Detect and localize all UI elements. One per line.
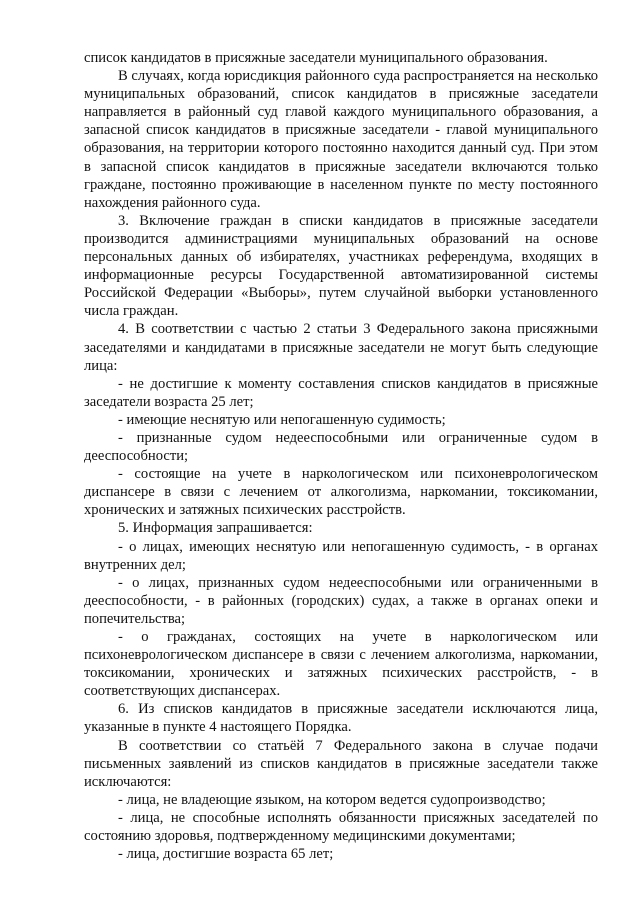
list-item-language: - лица, не владеющие языком, на котором ведется судопроизводство; [118,791,546,808]
list-item-health: - лица, не способные исполнять обязанности присяжных заседателей по состоянию здоровья, подтвержденному медицинскими документами; [84,809,598,845]
list-item-info-registered: - о гражданах, состоящих на учете в наркологическом или психоневрологическом диспансере в связи с лечением алкоголизма, наркомании, токсикомании, хронических и затяжных психических расстройств, - в соответствующих диспансерах. [84,629,598,700]
paragraph-5: 5. Информация запрашивается: [118,520,313,537]
list-item-registered: - состоящие на учете в наркологическом или психоневрологическом диспансере в связи с лечением от алкоголизма, наркомании, токсикомании, хронических и затяжных психических расстройств. [84,466,598,519]
list-item-conviction: - имеющие неснятую или непогашенную судимость; [118,411,446,428]
list-item-age: - не достигшие к моменту составления списков кандидатов в присяжные заседатели возраста 25 лет; [84,375,598,410]
paragraph-continuation: список кандидатов в присяжные заседатели муниципального образования. [84,50,548,66]
paragraph-4: 4. В соответствии с частью 2 статьи 3 Федерального закона присяжными заседателями и кандидатами в присяжные заседатели не могут быть следующие лица: [84,321,598,374]
paragraph-jurisdiction: В случаях, когда юрисдикция районного суда распространяется на несколько муниципальных образований, список кандидатов в присяжные заседатели направляется в районный суд главой каждого муниципального образования, а запасной список кандидатов в присяжные заседатели - главой муниципального образования, на территории которого постоянно находится данный суд. При этом в запасной список кандидатов в присяжные заседатели включаются только граждане, постоянно проживающие в населенном пункте по месту постоянного нахождения районного суда. [84,68,598,211]
list-item-incapacity: - признанные судом недееспособными или ограниченные судом в дееспособности; [84,429,598,465]
list-item-info-incapacity: - о лицах, признанных судом недееспособными или ограниченными в дееспособности, - в районных (городских) судах, а также в органах опеки и попечительства; [84,574,598,627]
paragraph-article-7: В соответствии со статьёй 7 Федерального закона в случае подачи письменных заявлений из списков кандидатов в присяжные заседатели также исключаются: [84,737,598,790]
list-item-info-conviction: - о лицах, имеющих неснятую или непогашенную судимость, - в органах внутренних дел; [84,538,598,573]
list-item-age-65: - лица, достигшие возраста 65 лет; [118,846,334,863]
paragraph-6: 6. Из списков кандидатов в присяжные заседатели исключаются лица, указанные в пункте 4 настоящего Порядка. [84,701,598,736]
paragraph-3: 3. Включение граждан в списки кандидатов в присяжные заседатели производится администрациями муниципальных образований на основе персональных данных об избирателях, участниках референдума, входящих в информационные ресурсы Государственной автоматизированной системы Российской Федерации «Выборы», путем случайной выборки установленного числа граждан. [84,212,598,320]
